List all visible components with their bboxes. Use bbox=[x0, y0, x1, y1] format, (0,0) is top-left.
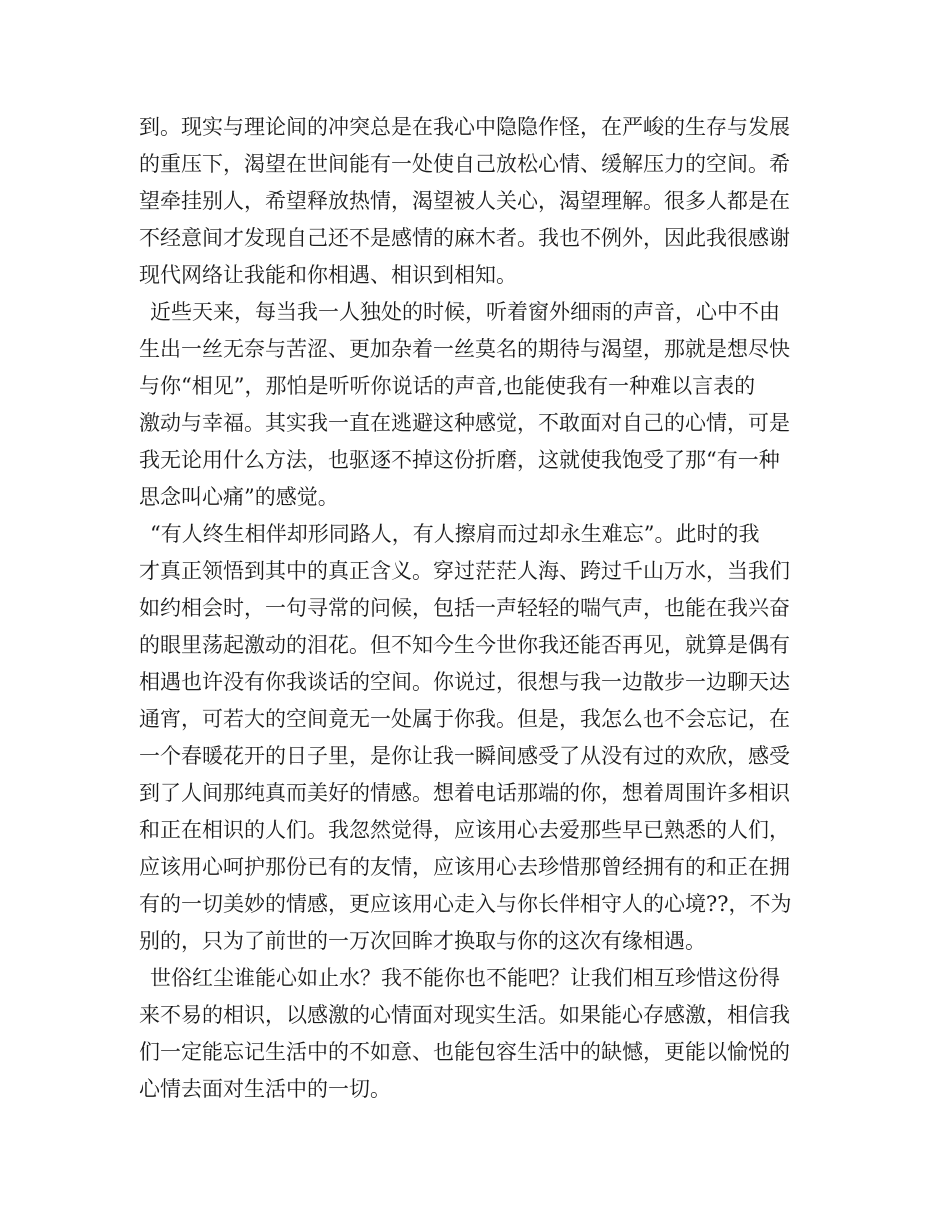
text-line: 现代网络让我能和你相遇、相识到相知。 bbox=[139, 263, 517, 287]
text-line: 的重压下，渴望在世间能有一处使自己放松心情、缓解压力的空间。希 bbox=[139, 152, 790, 176]
text-line: 到了人间那纯真而美好的情感。想着电话那端的你，想着周围许多相识 bbox=[139, 781, 790, 805]
text-line: 心情去面对生活中的一切。 bbox=[139, 1077, 391, 1101]
text-line: 才真正领悟到其中的真正含义。穿过茫茫人海、跨过千山万水，当我们 bbox=[139, 559, 790, 583]
text-line: 通宵，可若大的空间竟无一处属于你我。但是，我怎么也不会忘记，在 bbox=[139, 707, 790, 731]
text-line: 激动与幸福。其实我一直在逃避这种感觉，不敢面对自己的心情，可是 bbox=[139, 411, 790, 435]
text-line: 一个春暖花开的日子里，是你让我一瞬间感受了从没有过的欢欣，感受 bbox=[139, 744, 790, 768]
text-line: 相遇也许没有你我谈话的空间。你说过，很想与我一边散步一边聊天达 bbox=[139, 670, 790, 694]
text-line: 与你“相见”，那怕是听听你说话的声音,也能使我有一种难以言表的 bbox=[139, 374, 756, 398]
text-line: 有的一切美妙的情感，更应该用心走入与你长伴相守人的心境??，不为 bbox=[139, 892, 792, 916]
text-line: 世俗红尘谁能心如止水？我不能你也不能吧？让我们相互珍惜这份得 bbox=[150, 966, 780, 990]
text-line: 不经意间才发现自己还不是感情的麻木者。我也不例外，因此我很感谢 bbox=[139, 226, 790, 250]
text-line: 应该用心呵护那份已有的友情，应该用心去珍惜那曾经拥有的和正在拥 bbox=[139, 855, 790, 879]
text-line: “有人终生相伴却形同路人，有人擦肩而过却永生难忘”。此时的我 bbox=[150, 522, 760, 546]
text-line: 的眼里荡起激动的泪花。但不知今生今世你我还能否再见，就算是偶有 bbox=[139, 633, 790, 657]
text-line: 来不易的相识，以感激的心情面对现实生活。如果能心存感激，相信我 bbox=[139, 1003, 790, 1027]
text-line: 别的，只为了前世的一万次回眸才换取与你的这次有缘相遇。 bbox=[139, 929, 706, 953]
paragraph-3 bbox=[139, 516, 819, 960]
paragraph-1 bbox=[139, 109, 819, 294]
text-line: 我无论用什么方法，也驱逐不掉这份折磨，这就使我饱受了那“有一种 bbox=[139, 448, 780, 472]
paragraph-4 bbox=[139, 960, 819, 1108]
text-line: 如约相会时，一句寻常的问候，包括一声轻轻的喘气声，也能在我兴奋 bbox=[139, 596, 790, 620]
text-line: 和正在相识的人们。我忽然觉得，应该用心去爱那些早已熟悉的人们， bbox=[139, 818, 790, 842]
text-line: 思念叫心痛”的感觉。 bbox=[139, 485, 339, 509]
text-line: 望牵挂别人，希望释放热情，渴望被人关心，渴望理解。很多人都是在 bbox=[139, 189, 790, 213]
text-line: 生出一丝无奈与苦涩、更加杂着一丝莫名的期待与渴望，那就是想尽快 bbox=[139, 337, 790, 361]
text-line: 到。现实与理论间的冲突总是在我心中隐隐作怪，在严峻的生存与发展 bbox=[139, 115, 790, 139]
text-line: 们一定能忘记生活中的不如意、也能包容生活中的缺憾，更能以愉悦的 bbox=[139, 1040, 790, 1064]
paragraph-2 bbox=[139, 294, 819, 516]
document-body bbox=[139, 109, 819, 1108]
text-line: 近些天来，每当我一人独处的时候，听着窗外细雨的声音，心中不由 bbox=[150, 300, 780, 324]
